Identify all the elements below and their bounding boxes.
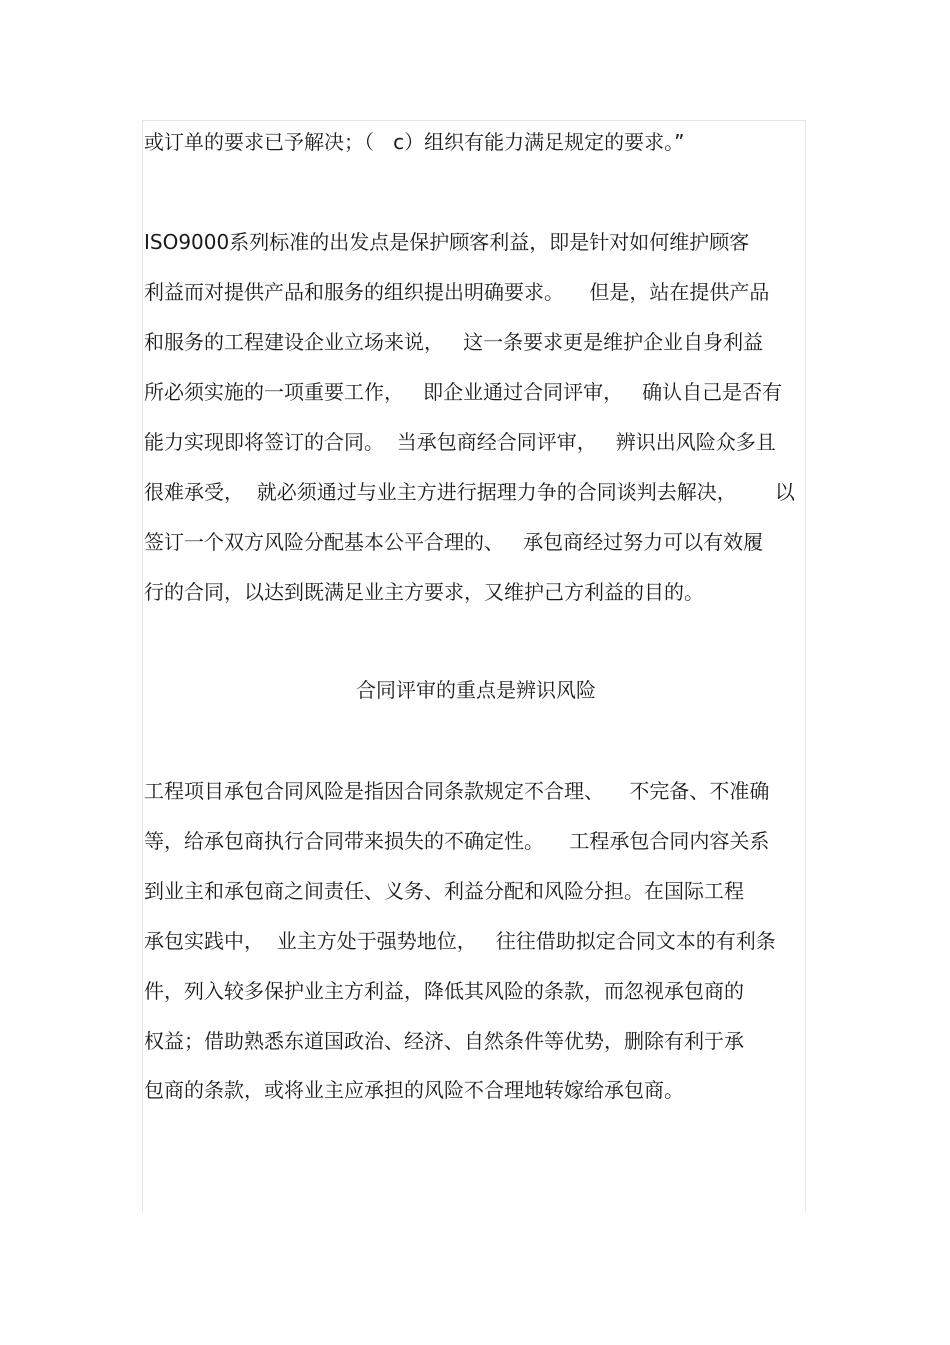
paragraph-2-line-2: 利益而对提供产品和服务的组织提出明确要求。 但是，站在提供产品 xyxy=(144,280,770,304)
paragraph-2-line-3: 和服务的工程建设企业立场来说， 这一条要求更是维护企业自身利益 xyxy=(144,330,764,354)
paragraph-2-line-6: 很难承受， 就必须通过与业主方进行据理力争的合同谈判去解决， 以 xyxy=(144,480,795,504)
paragraph-2-line-4: 所必须实施的一项重要工作， 即企业通过合同评审， 确认自己是否有 xyxy=(144,380,783,404)
paragraph-3-line-7: 包商的条款，或将业主应承担的风险不合理地转嫁给承包商。 xyxy=(144,1078,684,1102)
paragraph-3-line-2: 等，给承包商执行合同带来损失的不确定性。 工程承包合同内容关系 xyxy=(144,829,770,853)
paragraph-3-line-6: 权益；借助熟悉东道国政治、经济、自然条件等优势，删除有利于承 xyxy=(144,1029,744,1053)
paragraph-2-line-5: 能力实现即将签订的合同。 当承包商经合同评审， 辨识出风险众多且 xyxy=(144,430,776,454)
paragraph-2-line-1: ISO9000系列标准的出发点是保护顾客利益，即是针对如何维护顾客 xyxy=(144,230,750,254)
paragraph-3-line-1: 工程项目承包合同风险是指因合同条款规定不合理、 不完备、不准确 xyxy=(144,779,770,803)
paragraph-3-line-4: 承包实践中， 业主方处于强势地位， 往往借助拟定合同文本的有利条 xyxy=(144,929,776,953)
section-heading: 合同评审的重点是辨识风险 xyxy=(356,678,596,702)
paragraph-2-line-7: 签订一个双方风险分配基本公平合理的、 承包商经过努力可以有效履 xyxy=(144,530,764,554)
paragraph-2-line-8: 行的合同，以达到既满足业主方要求，又维护己方利益的目的。 xyxy=(144,580,704,604)
paragraph-1-line-1: 或订单的要求已予解决；（ c）组织有能力满足规定的要求。” xyxy=(144,130,685,154)
paragraph-3-line-3: 到业主和承包商之间责任、义务、利益分配和风险分担。在国际工程 xyxy=(144,879,744,903)
paragraph-3-line-5: 件，列入较多保护业主方利益，降低其风险的条款，而忽视承包商的 xyxy=(144,979,744,1003)
